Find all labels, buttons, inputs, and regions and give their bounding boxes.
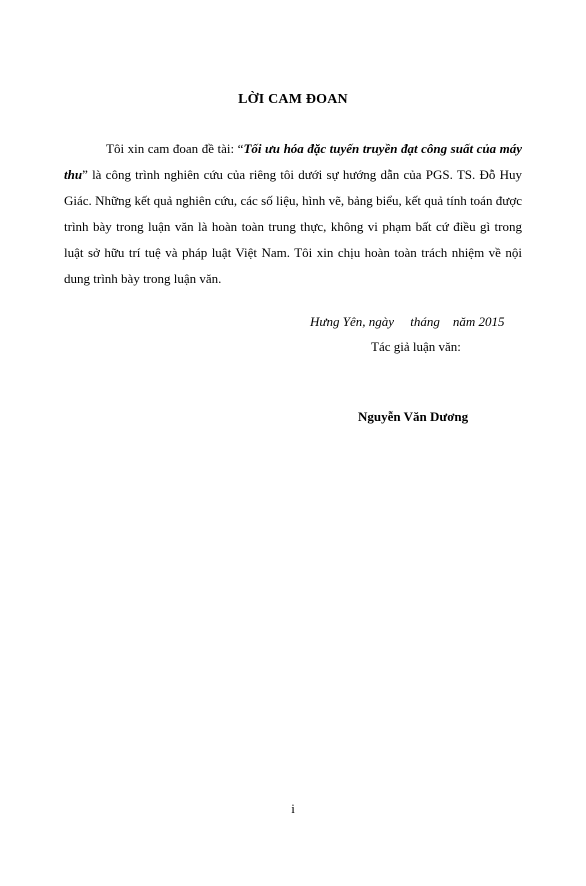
thesis-topic: Tối ưu hóa đặc tuyến truyền đạt công suất của máy thu xyxy=(64,141,523,182)
paragraph-intro: Tôi xin cam đoan đề tài: “ xyxy=(106,141,244,156)
paragraph-rest: ” là công trình nghiên cứu của riêng tôi dưới sự hướng dẫn của PGS. TS. Đỗ Huy Giác. Những kết quả nghiên cứu, các số liệu, hình vẽ, bảng biểu, kết quả tính toán được trình bày trong luận văn là hoàn toàn trung thực, không vi phạm bất cứ điều gì trong luật sở hữu trí tuệ và pháp luật Việt Nam. Tôi xin chịu hoàn toàn trách nhiệm về nội dung trình bày trong luận văn. xyxy=(64,167,522,286)
author-label: Tác giả luận văn: xyxy=(371,339,461,354)
page-number: i xyxy=(291,801,295,816)
author-name: Nguyễn Văn Dương xyxy=(358,409,469,424)
page-title: LỜI CAM ĐOAN xyxy=(238,92,348,107)
date-line: Hưng Yên, ngày tháng năm 2015 xyxy=(310,314,505,329)
declaration-paragraph xyxy=(64,136,522,292)
